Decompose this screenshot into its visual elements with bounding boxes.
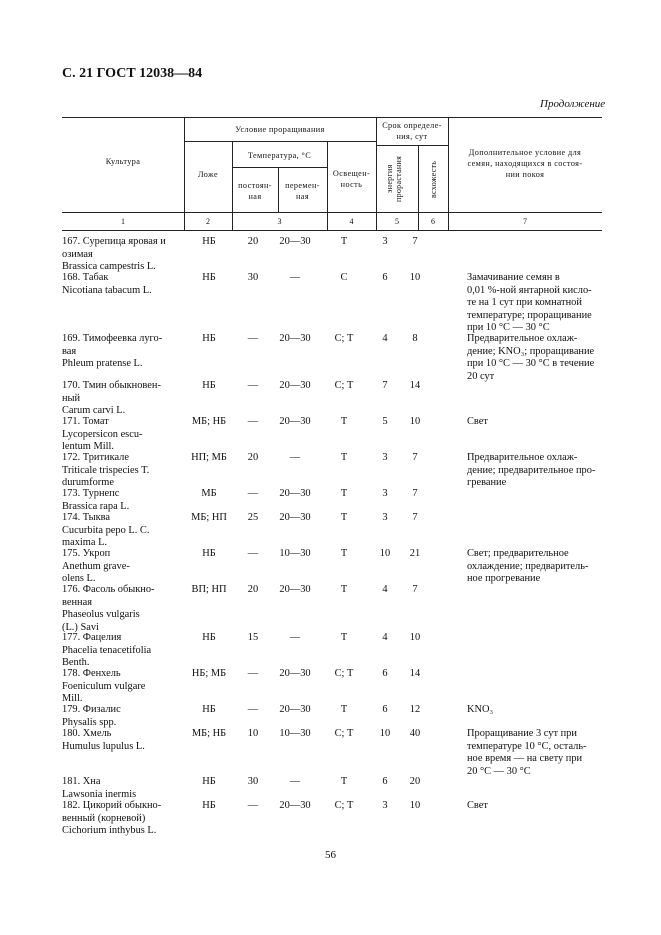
additional-condition-line: Свет: [467, 416, 488, 427]
germination-cell: 10: [409, 272, 421, 283]
energy-cell: 3: [382, 512, 388, 523]
culture-name-line: Brassica rapa L.: [62, 500, 130, 512]
head-light-line2: ность: [340, 180, 363, 189]
temp-variable-cell: 20—30: [279, 380, 311, 391]
temp-variable-cell: 20—30: [279, 333, 311, 344]
head-culture: Культура: [105, 157, 141, 166]
temperature-rule: [232, 167, 327, 168]
culture-cell: [62, 632, 184, 670]
culture-name-line: 170. Тмин обыкновен-: [62, 380, 161, 391]
temp-constant-cell: —: [247, 800, 259, 811]
culture-cell: [62, 333, 184, 371]
germination-cell: 10: [409, 416, 421, 427]
additional-cell: [467, 416, 600, 429]
bed-cell: НБ: [202, 800, 216, 811]
table-numbers-rule: [62, 230, 602, 231]
culture-name-line: olens L.: [62, 573, 96, 585]
culture-name-line: Lycopersicon escu-: [62, 428, 143, 440]
culture-cell: [62, 800, 184, 838]
culture-name-line: Physalis spp.: [62, 716, 117, 728]
culture-name-line: Phacelia tenacetifolia: [62, 644, 152, 656]
temp-variable-cell: —: [289, 452, 301, 463]
energy-cell: 3: [382, 488, 388, 499]
temp-constant-cell: 10: [247, 728, 259, 739]
germination-cell: 8: [412, 333, 418, 344]
culture-name-line: озимая: [62, 248, 93, 260]
temp-constant-cell: 25: [247, 512, 259, 523]
energy-cell: 4: [382, 584, 388, 595]
table-top-rule: [62, 117, 602, 118]
culture-name-line: maxima L.: [62, 537, 108, 549]
bed-cell: НБ: [202, 236, 216, 247]
energy-cell: 4: [382, 632, 388, 643]
culture-name-line: 171. Томат: [62, 416, 109, 427]
temp-constant-cell: —: [247, 380, 259, 391]
germination-cell: 14: [409, 380, 421, 391]
head-energy-line1: энергия: [385, 164, 394, 194]
culture-name-line: Brassica campestris L.: [62, 261, 156, 273]
additional-cell: [467, 333, 600, 383]
additional-condition-line: 0,01 %-ной янтарной кисло-: [467, 284, 592, 296]
head-light-line1: Освещен-: [332, 169, 371, 178]
additional-condition-line: дение; KNO₃; проращивание: [467, 345, 595, 357]
additional-condition-line: температуре 10 °С, осталь-: [467, 740, 587, 752]
additional-condition-line: 20 сут: [467, 370, 495, 382]
germination-cell: 7: [412, 584, 418, 595]
additional-cell: [467, 704, 600, 717]
additional-condition-line: при 10 °С — 30 °С в течение: [467, 358, 595, 370]
energy-cell: 10: [379, 548, 391, 559]
additional-cell: [467, 728, 600, 778]
temp-variable-cell: 20—30: [279, 704, 311, 715]
culture-cell: [62, 452, 184, 490]
culture-cell: [62, 512, 184, 550]
temp-variable-cell: 20—30: [279, 236, 311, 247]
additional-condition-line: при 10 °С — 30 °С: [467, 322, 550, 334]
culture-name-line: 169. Тимофеевка луго-: [62, 333, 163, 344]
culture-name-line: 181. Хна: [62, 776, 101, 787]
additional-condition-line: Замачивание семян в: [467, 272, 560, 283]
col-number: 7: [523, 217, 527, 226]
culture-name-line: венная: [62, 596, 92, 608]
culture-name-line: Mill.: [62, 693, 83, 705]
temp-variable-cell: 20—30: [279, 800, 311, 811]
germination-cell: 21: [409, 548, 421, 559]
light-cell: С; Т: [334, 380, 354, 391]
temp-variable-cell: 10—30: [279, 728, 311, 739]
continuation-label: Продолжение: [540, 98, 606, 110]
light-cell: С; Т: [334, 668, 354, 679]
light-cell: Т: [340, 548, 348, 559]
bed-cell: НБ: [202, 776, 216, 787]
bed-cell: НБ: [202, 380, 216, 391]
culture-name-line: 168. Табак: [62, 272, 109, 283]
head-bed: Ложе: [197, 170, 219, 179]
additional-condition-line: ное время — на свету при: [467, 753, 583, 765]
temp-constant-cell: 20: [247, 584, 259, 595]
culture-name-line: Anethum grave-: [62, 560, 130, 572]
head-light: [327, 168, 376, 190]
head-period-line1: Срок определе-: [382, 121, 442, 130]
culture-name-line: Cichorium inthybus L.: [62, 825, 157, 837]
temp-variable-cell: 20—30: [279, 512, 311, 523]
head-conditions: Условие проращивания: [235, 125, 325, 134]
energy-cell: 3: [382, 452, 388, 463]
temp-constant-cell: 30: [247, 272, 259, 283]
additional-condition-line: температуре; проращивание: [467, 309, 592, 321]
period-rule: [376, 145, 448, 146]
head-germination: всхожесть: [429, 160, 438, 198]
bed-cell: НБ: [202, 272, 216, 283]
culture-name-line: 177. Фацелия: [62, 632, 122, 643]
germination-cell: 7: [412, 236, 418, 247]
light-cell: Т: [340, 512, 348, 523]
col-number: 2: [206, 217, 210, 226]
culture-name-line: 182. Цикорий обыкно-: [62, 800, 162, 811]
germination-cell: 7: [412, 488, 418, 499]
bed-cell: МБ: [201, 488, 217, 499]
page-header: С. 21 ГОСТ 12038—84: [62, 66, 203, 81]
energy-cell: 6: [382, 704, 388, 715]
col-number: 6: [431, 217, 435, 226]
temp-constant-cell: 30: [247, 776, 259, 787]
head-additional: [448, 147, 602, 180]
temp-variable-cell: 20—30: [279, 584, 311, 595]
head-constant: [232, 180, 278, 202]
energy-cell: 5: [382, 416, 388, 427]
additional-condition-line: Предварительное охлаж-: [467, 333, 578, 344]
additional-condition-line: ное прогревание: [467, 573, 541, 585]
bed-cell: МБ; НБ: [191, 416, 227, 427]
temp-constant-cell: —: [247, 668, 259, 679]
temp-variable-cell: 20—30: [279, 668, 311, 679]
additional-condition-line: Свет: [467, 800, 488, 811]
culture-name-line: венный (корневой): [62, 812, 146, 824]
culture-name-line: Phleum pratense L.: [62, 358, 143, 370]
germination-cell: 10: [409, 632, 421, 643]
culture-name-line: 180. Хмель: [62, 728, 112, 739]
culture-name-line: 167. Сурепица яровая и: [62, 236, 166, 247]
culture-cell: [62, 776, 184, 801]
additional-condition-line: охлаждение; предваритель-: [467, 560, 589, 572]
temp-constant-cell: 20: [247, 236, 259, 247]
culture-name-line: 179. Физалис: [62, 704, 121, 715]
temp-variable-cell: 20—30: [279, 488, 311, 499]
bed-cell: МБ; НП: [191, 512, 227, 523]
col-number: 5: [395, 217, 399, 226]
head-additional-line3: нии покоя: [505, 170, 545, 179]
culture-name-line: Benth.: [62, 657, 90, 669]
germination-cell: 7: [412, 512, 418, 523]
culture-cell: [62, 668, 184, 706]
bed-cell: НП; МБ: [191, 452, 227, 463]
additional-cell: [467, 452, 600, 490]
culture-name-line: 178. Фенхель: [62, 668, 121, 679]
temp-variable-cell: —: [289, 632, 301, 643]
additional-condition-line: 20 °С — 30 °С: [467, 765, 531, 777]
bed-cell: НБ: [202, 632, 216, 643]
temp-constant-cell: 20: [247, 452, 259, 463]
additional-condition-line: те на 1 сут при комнатной: [467, 297, 582, 309]
culture-name-line: 174. Тыква: [62, 512, 111, 523]
head-period-line2: ния, сут: [396, 132, 428, 141]
temp-constant-cell: —: [247, 488, 259, 499]
culture-cell: [62, 380, 184, 418]
light-cell: Т: [340, 704, 348, 715]
col-number: 3: [277, 217, 282, 226]
conditions-rule: [184, 141, 376, 142]
table-head-rule: [62, 212, 602, 213]
head-constant-line1: постоян-: [238, 181, 272, 190]
head-variable: [278, 180, 327, 202]
culture-name-line: Humulus lupulus L.: [62, 740, 145, 752]
culture-cell: [62, 728, 184, 753]
energy-cell: 7: [382, 380, 388, 391]
culture-cell: [62, 416, 184, 454]
head-energy: [385, 148, 403, 210]
temp-variable-cell: —: [289, 272, 301, 283]
energy-cell: 3: [382, 800, 388, 811]
germination-cell: 20: [409, 776, 421, 787]
culture-name-line: Lawsonia inermis: [62, 788, 137, 800]
culture-cell: [62, 584, 184, 634]
culture-cell: [62, 488, 184, 513]
energy-cell: 6: [382, 272, 388, 283]
culture-name-line: Triticale trispecies T.: [62, 464, 150, 476]
germination-cell: 7: [412, 452, 418, 463]
head-temperature: Температура, °С: [247, 151, 312, 160]
germination-cell: 14: [409, 668, 421, 679]
temp-constant-cell: 15: [247, 632, 259, 643]
additional-condition-line: Проращивание 3 сут при: [467, 728, 577, 739]
additional-condition-line: дение; предварительное про-: [467, 464, 596, 476]
bed-cell: НБ; МБ: [191, 668, 227, 679]
col-number: 1: [121, 217, 125, 226]
light-cell: С; Т: [334, 800, 354, 811]
head-variable-line1: перемен-: [285, 181, 320, 190]
head-period: [376, 120, 448, 142]
light-cell: Т: [340, 632, 348, 643]
culture-name-line: lentum Mill.: [62, 441, 114, 453]
culture-name-line: вая: [62, 345, 77, 357]
culture-name-line: Nicotiana tabacum L.: [62, 284, 152, 296]
head-additional-line1: Дополнительное условие для: [468, 148, 582, 157]
culture-cell: [62, 272, 184, 297]
germination-cell: 12: [409, 704, 421, 715]
light-cell: Т: [340, 584, 348, 595]
temp-variable-cell: —: [289, 776, 301, 787]
light-cell: Т: [340, 416, 348, 427]
culture-name-line: Carum carvi L.: [62, 405, 126, 417]
light-cell: Т: [340, 488, 348, 499]
bed-cell: ВП; НП: [191, 584, 227, 595]
germination-cell: 40: [409, 728, 421, 739]
light-cell: Т: [340, 452, 348, 463]
culture-name-line: 173. Турнепс: [62, 488, 120, 499]
culture-name-line: (L.) Savi: [62, 621, 99, 633]
light-cell: Т: [340, 776, 348, 787]
temp-constant-cell: —: [247, 416, 259, 427]
additional-condition-line: Предварительное охлаж-: [467, 452, 578, 463]
bed-cell: МБ; НБ: [191, 728, 227, 739]
additional-cell: [467, 800, 600, 813]
col-number: 4: [349, 217, 354, 226]
additional-cell: [467, 548, 600, 586]
light-cell: С; Т: [334, 728, 354, 739]
energy-cell: 4: [382, 333, 388, 344]
light-cell: С; Т: [334, 333, 354, 344]
temp-constant-cell: —: [247, 548, 259, 559]
culture-name-line: Phaseolus vulgaris: [62, 609, 140, 621]
page-number: 56: [325, 849, 336, 861]
culture-name-line: 172. Тритикале: [62, 452, 129, 463]
head-variable-line2: ная: [296, 192, 309, 201]
bed-cell: НБ: [202, 704, 216, 715]
additional-condition-line: Свет; предварительное: [467, 548, 569, 559]
culture-name-line: Cucurbita pepo L. C.: [62, 524, 150, 536]
light-cell: Т: [340, 236, 348, 247]
culture-name-line: Foeniculum vulgare: [62, 680, 146, 692]
head-energy-line2: прорастания: [394, 155, 403, 203]
additional-cell: [467, 272, 600, 335]
light-cell: С: [340, 272, 348, 283]
culture-name-line: ный: [62, 392, 81, 404]
bed-cell: НБ: [202, 548, 216, 559]
culture-cell: [62, 704, 184, 729]
culture-name-line: 175. Укроп: [62, 548, 111, 559]
energy-cell: 6: [382, 668, 388, 679]
temp-constant-cell: —: [247, 333, 259, 344]
culture-cell: [62, 236, 184, 274]
temp-variable-cell: 20—30: [279, 416, 311, 427]
energy-cell: 6: [382, 776, 388, 787]
temp-constant-cell: —: [247, 704, 259, 715]
germination-cell: 10: [409, 800, 421, 811]
head-additional-line2: семян, находящихся в состоя-: [467, 159, 583, 168]
temp-variable-cell: 10—30: [279, 548, 311, 559]
bed-cell: НБ: [202, 333, 216, 344]
additional-condition-line: KNO₃: [467, 704, 494, 715]
energy-cell: 10: [379, 728, 391, 739]
energy-cell: 3: [382, 236, 388, 247]
culture-cell: [62, 548, 184, 586]
culture-name-line: 176. Фасоль обыкно-: [62, 584, 155, 595]
additional-condition-line: гревание: [467, 477, 507, 489]
culture-name-line: durumforme: [62, 477, 114, 489]
head-constant-line2: ная: [248, 192, 262, 201]
